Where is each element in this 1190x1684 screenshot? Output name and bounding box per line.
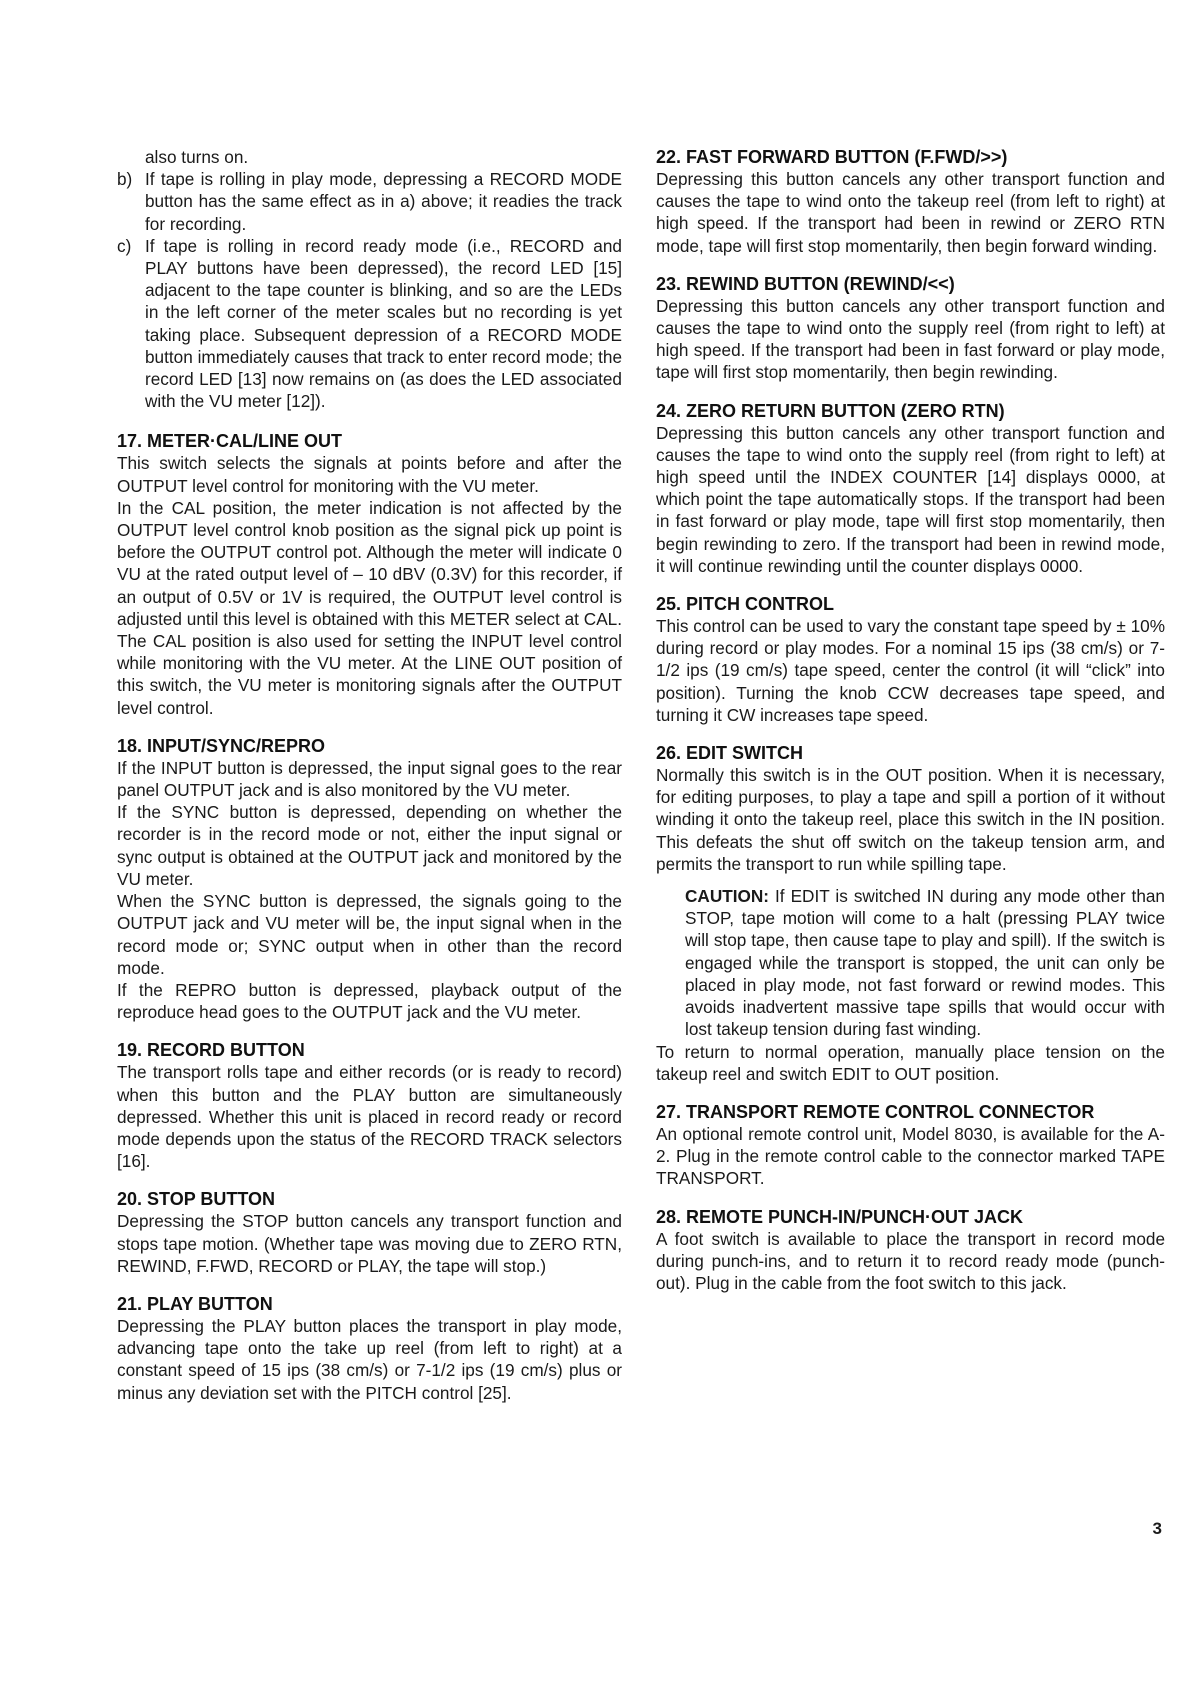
paragraph-24-1: Depressing this button cancels any other transport function and causes the tape to wind onto the supply reel (from right to left) at high speed until the INDEX COUNTER [14] displays 0000, at which point the tape automatically stops. If the transport had been in fast forward or play mode, tape will first stop momentarily, then begin rewinding to zero. If the transport had been in rewind mode, it will continue rewinding until the counter displays 0000.	[656, 422, 1165, 576]
heading-17: 17. METER·CAL/LINE OUT	[117, 431, 343, 452]
right-column	[656, 146, 1165, 1294]
paragraph-26-2: To return to normal operation, manually place tension on the takeup reel and switch EDIT to OUT position.	[656, 1041, 1165, 1084]
heading-27: 27. TRANSPORT REMOTE CONTROL CONNECTOR	[656, 1101, 1095, 1122]
paragraph-28-1: A foot switch is available to place the transport in record mode during punch-ins, and to return it to record ready mode (punch-out). Plug in the cable from the foot switch to this jack.	[656, 1228, 1165, 1293]
list-item-c	[117, 235, 622, 413]
paragraph-19-1: The transport rolls tape and either records (or is ready to record) when this button and the PLAY button are simultaneously depressed. Whether this unit is placed in record ready or record mode depends upon the status of the RECORD TRACK selectors [16].	[117, 1062, 622, 1172]
caution-note	[656, 885, 1165, 1040]
list-label-c: c)	[117, 235, 132, 256]
paragraph-26-1: Normally this switch is in the OUT position. When it is necessary, for editing purposes, to play a tape and spill a portion of it without winding it onto the takeup reel, place this switch in the IN position. This defeats the shut off switch on the takeup tension arm, and permits the transport to run while spilling tape.	[656, 765, 1165, 874]
paragraph-18-1: If the INPUT button is depressed, the input signal goes to the rear panel OUTPUT jack and is also monitored by the VU meter.	[117, 757, 622, 801]
heading-18: 18. INPUT/SYNC/REPRO	[117, 735, 326, 756]
heading-19: 19. RECORD BUTTON	[117, 1040, 305, 1061]
left-column	[117, 146, 622, 1404]
paragraph-18-2: If the SYNC button is depressed, depending on whether the recorder is in the record mode or not, either the input signal or sync output is obtained at the OUTPUT jack and monitored by the VU meter.	[117, 802, 622, 889]
list-text-b: If tape is rolling in play mode, depressing a RECORD MODE button has the same effect as in a) above; it readies the track for recording.	[145, 169, 622, 234]
caution-text: If EDIT is switched IN during any mode other than STOP, tape motion will come to a halt (pressing PLAY twice will stop tape, then cause tape to play and spill). If the switch is engaged while the transport is stopped, the unit can only be placed in play mode, not fast forward or rewind modes. This avoids inadvertent massive tape spills that would occur with lost takeup tension during fast winding.	[685, 886, 1165, 1040]
paragraph-18-3: When the SYNC button is depressed, the signals going to the OUTPUT jack and VU meter will be, the input signal when in the record mode or; SYNC output when in other than the record mode.	[117, 891, 622, 978]
heading-28: 28. REMOTE PUNCH-IN/PUNCH·OUT JACK	[656, 1206, 1024, 1227]
heading-21: 21. PLAY BUTTON	[117, 1293, 273, 1314]
paragraph-25-1: This control can be used to vary the constant tape speed by ± 10% during record or play modes. For a nominal 15 ips (38 cm/s) or 7-1/2 ips (19 cm/s) tape speed, center the control (it will “click” into position). Turning the knob CCW decreases tape speed, and turning it CW increases tape speed.	[656, 616, 1165, 725]
list-text-c: If tape is rolling in record ready mode (i.e., RECORD and PLAY buttons have been depressed), the record LED [15] adjacent to the tape counter is blinking, and so are the LEDs in the left corner of the meter scales but no recording is yet taking place. Subsequent depression of a RECORD MODE button immediately causes that track to enter record mode; the record LED [13] now remains on (as does the LED associated with the VU meter [12]).	[145, 235, 622, 412]
paragraph-18-4: If the REPRO button is depressed, playback output of the reproduce head goes to the OUTPUT jack and the VU meter.	[117, 979, 622, 1023]
heading-25: 25. PITCH CONTROL	[656, 594, 835, 615]
paragraph-21-1: Depressing the PLAY button places the transport in play mode, advancing tape onto the take up reel (from left to right) at a constant speed of 15 ips (38 cm/s) or 7-1/2 ips (19 cm/s) plus or minus any deviation set with the PITCH control [25].	[117, 1315, 622, 1403]
heading-22: 22. FAST FORWARD BUTTON (F.FWD/>>)	[656, 147, 1008, 167]
list-item-b	[117, 168, 622, 235]
caution-label: CAUTION:	[685, 886, 770, 907]
heading-24: 24. ZERO RETURN BUTTON (ZERO RTN)	[656, 400, 1005, 421]
paragraph-17-2: In the CAL position, the meter indication is not affected by the OUTPUT level control knob position as the signal pick up point is before the OUTPUT control pot. Although the meter will indicate 0 VU at the rated output level of – 10 dBV (0.3V) for this recorder, if an output of 0.5V or 1V is required, the OUTPUT level control is adjusted until this level is obtained with this METER select at CAL. The CAL position is also used for setting the INPUT level control while monitoring with the VU meter. At the LINE OUT position of this switch, the VU meter is monitoring signals after the OUTPUT level control.	[117, 497, 622, 718]
paragraph-23-1: Depressing this button cancels any other transport function and causes the tape to wind onto the supply reel (from right to left) at high speed. If the transport had been in fast forward or play mode, tape will first stop momentarily, then begin rewinding.	[656, 295, 1165, 383]
heading-26: 26. EDIT SWITCH	[656, 743, 804, 764]
page-number: 3	[1152, 1519, 1162, 1538]
paragraph-intro-tail: also turns on.	[145, 147, 249, 167]
paragraph-22-1: Depressing this button cancels any other transport function and causes the tape to wind onto the takeup reel (from left to right) at high speed. If the transport had been in rewind or ZERO RTN mode, tape will first stop momentarily, then begin forward winding.	[656, 169, 1165, 256]
paragraph-27-1: An optional remote control unit, Model 8030, is available for the A-2. Plug in the remote control cable to the connector marked TAPE TRANSPORT.	[656, 1123, 1165, 1189]
heading-23: 23. REWIND BUTTON (REWIND/<<)	[656, 273, 955, 294]
heading-20: 20. STOP BUTTON	[117, 1189, 276, 1210]
paragraph-17-1: This switch selects the signals at points before and after the OUTPUT level control for monitoring with the VU meter.	[117, 453, 622, 496]
paragraph-20-1: Depressing the STOP button cancels any transport function and stops tape motion. (Whether tape was moving due to ZERO RTN, REWIND, F.FWD, RECORD or PLAY, the tape will stop.)	[117, 1211, 622, 1276]
list-label-b: b)	[117, 169, 133, 190]
